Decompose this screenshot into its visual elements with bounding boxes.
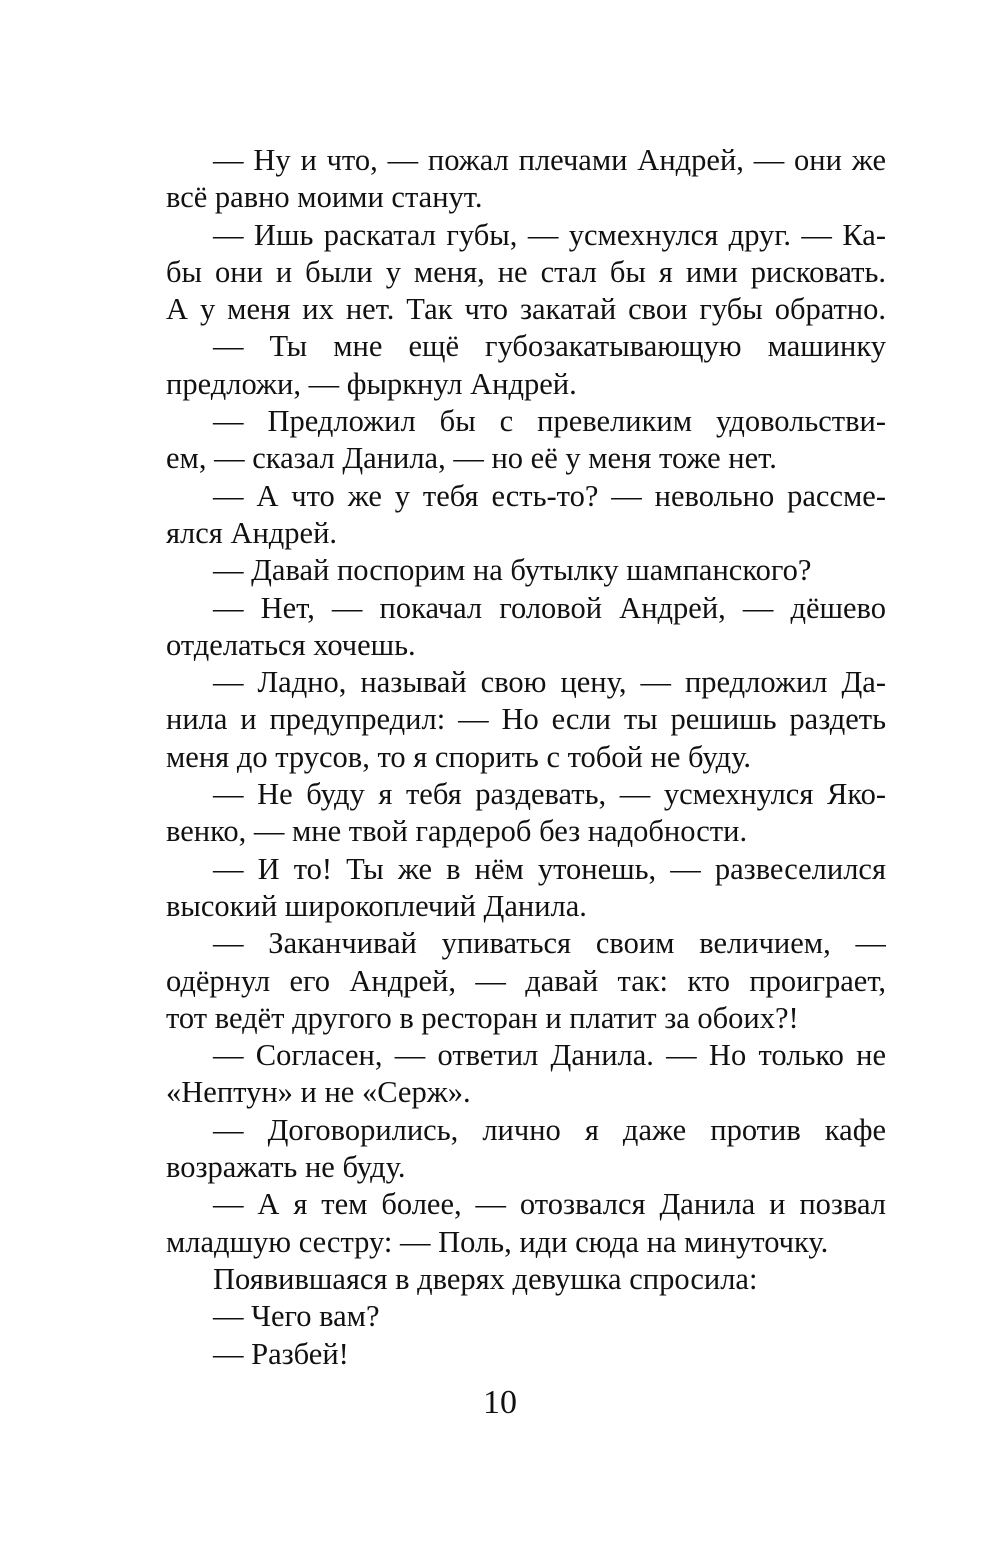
text-line: всё равно моими станут. xyxy=(166,180,483,215)
text-line: — Не буду я тебя раздевать, — усмехнулся Яко- xyxy=(213,777,886,812)
text-line: — Ну и что, — пожал плечами Андрей, — они же xyxy=(213,143,886,177)
text-line: нила и предупредил: — Но если ты решишь раздеть xyxy=(166,702,886,737)
text-line: — Давай поспорим на бутылку шампанского? xyxy=(213,553,812,588)
text-line: высокий широкоплечий Данила. xyxy=(166,888,587,923)
text-line: — А я тем более, — отозвался Данила и позвал xyxy=(213,1187,886,1222)
body-text xyxy=(166,142,886,1373)
text-line: «Нептун» и не «Серж». xyxy=(166,1075,471,1110)
text-line: ялся Андрей. xyxy=(166,515,338,550)
text-line: — И то! Ты же в нём утонешь, — развеселился xyxy=(213,851,886,886)
text-line: одёрнул его Андрей, — давай так: кто проиграет, xyxy=(166,963,886,998)
text-line: — Заканчивай упиваться своим величием, — xyxy=(213,926,886,961)
text-line: тот ведёт другого в ресторан и платит за обоих?! xyxy=(166,1000,799,1035)
text-line: — Договорились, лично я даже против кафе xyxy=(213,1112,886,1147)
text-line: возражать не буду. xyxy=(166,1150,406,1185)
text-line: — Предложил бы с превеликим удовольстви- xyxy=(213,404,886,439)
text-line: — А что же у тебя есть-то? — невольно рассме- xyxy=(213,478,886,513)
text-line: А у меня их нет. Так что закатай свои губы обратно. xyxy=(166,292,886,327)
text-line: бы они и были у меня, не стал бы я ими рисковать. xyxy=(166,254,886,289)
text-line: — Согласен, — ответил Данила. — Но только не xyxy=(213,1038,886,1073)
page-number: 10 xyxy=(483,1384,517,1421)
text-line: меня до трусов, то я спорить с тобой не буду. xyxy=(166,739,752,774)
text-line: — Нет, — покачал головой Андрей, — дёшево xyxy=(213,590,886,625)
text-line: предложи, — фыркнул Андрей. xyxy=(166,366,577,401)
text-line: младшую сестру: — Поль, иди сюда на минуточку. xyxy=(166,1224,829,1259)
text-line: — Ишь раскатал губы, — усмехнулся друг. — Ка- xyxy=(213,217,886,252)
text-line: ем, — сказал Данила, — но её у меня тоже нет. xyxy=(166,441,777,476)
text-line: — Ладно, называй свою цену, — предложил Да- xyxy=(213,665,886,700)
text-line: венко, — мне твой гардероб без надобности. xyxy=(166,814,748,849)
text-line: отделаться хочешь. xyxy=(166,627,416,662)
text-line: — Ты мне ещё губозакатывающую машинку xyxy=(213,329,886,364)
text-line: — Разбей! xyxy=(213,1336,349,1371)
text-line: Появившаяся в дверях девушка спросила: xyxy=(213,1261,758,1296)
text-line: — Чего вам? xyxy=(213,1299,380,1334)
